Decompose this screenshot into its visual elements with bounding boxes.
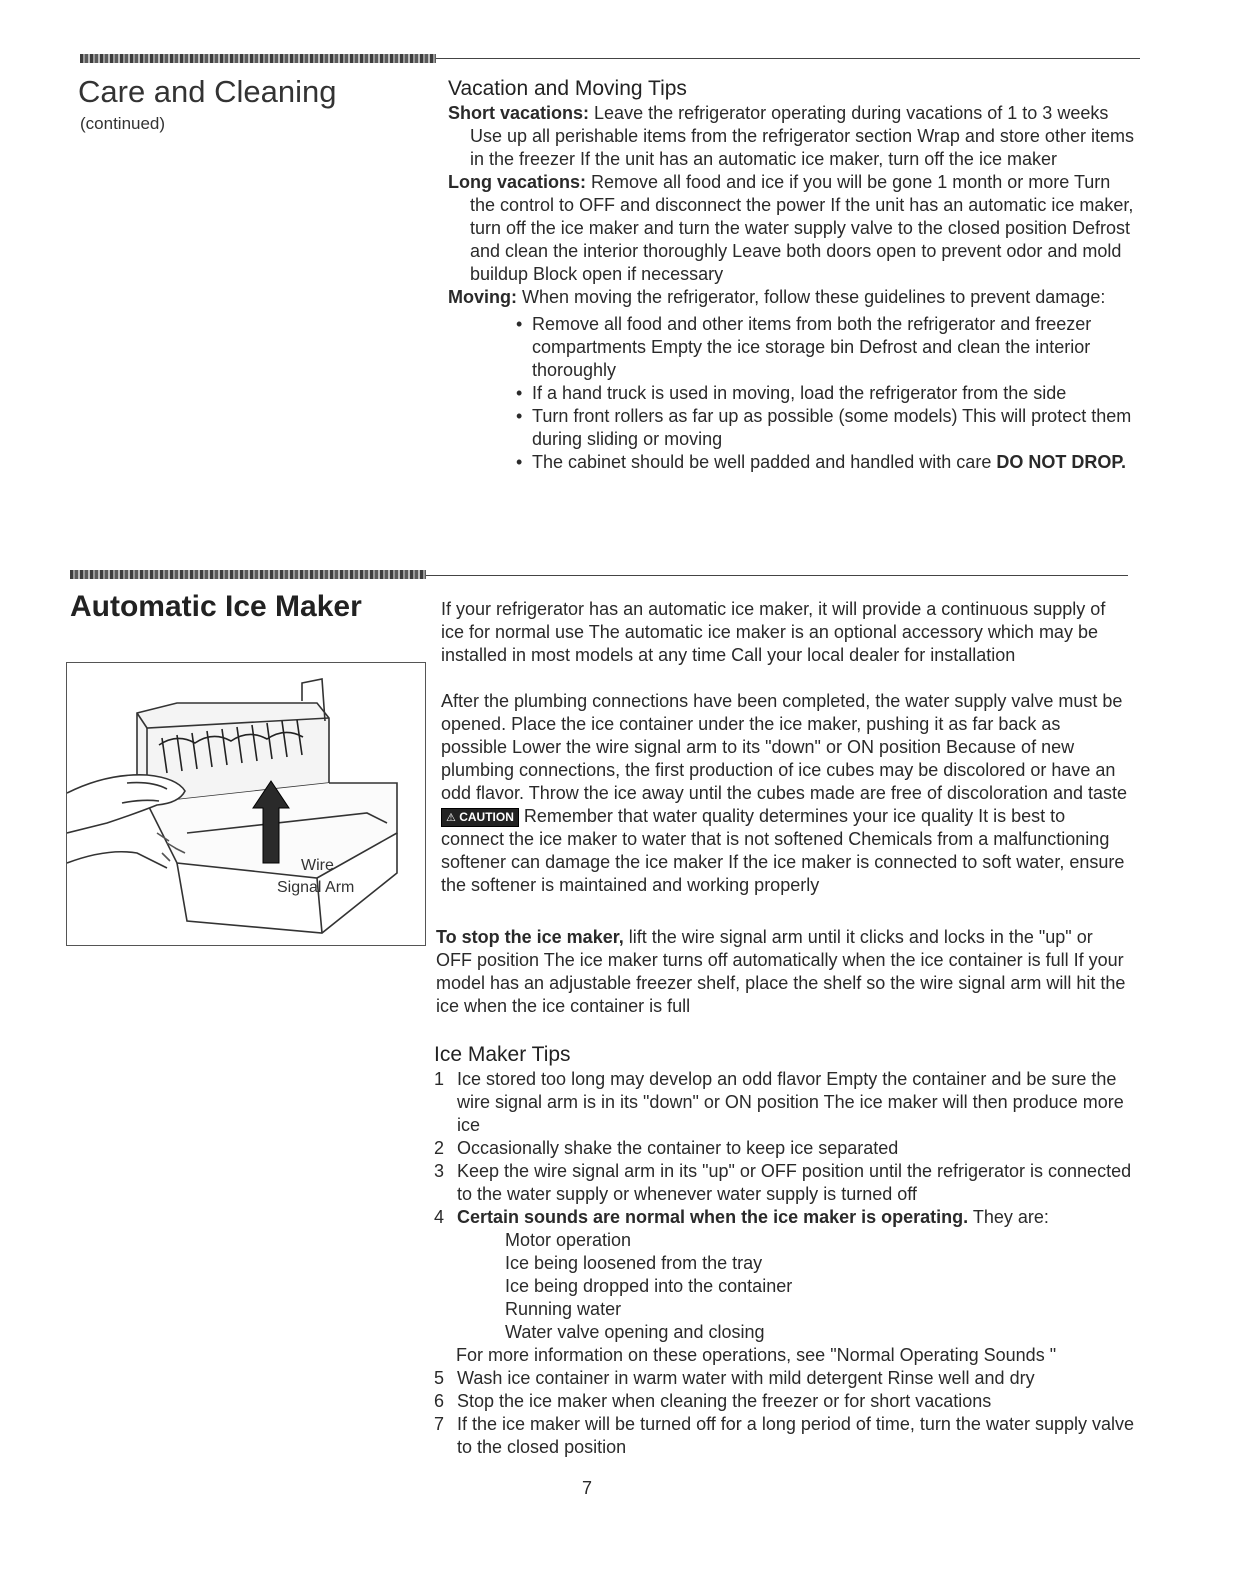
- item-number: 1: [434, 1069, 445, 1089]
- item-number: 7: [434, 1414, 445, 1434]
- section-rule-bar: [70, 570, 426, 579]
- item-number: 4: [434, 1207, 445, 1227]
- list-item: • If a hand truck is used in moving, load the refrigerator from the side: [516, 382, 1138, 405]
- sound-item: Running water: [505, 1299, 622, 1319]
- tips-heading: Ice Maker Tips: [434, 1043, 571, 1066]
- sound-item: Ice being loosened from the tray: [505, 1253, 763, 1273]
- item-text: Ice stored too long may develop an odd flavor Empty the container and be sure the wire signal arm is in its "down" or ON position The ice maker will then produce more ice: [457, 1069, 1124, 1135]
- moving-label: Moving:: [448, 287, 517, 307]
- vacation-heading: Vacation and Moving Tips: [448, 77, 687, 100]
- short-vacations: [448, 102, 1138, 171]
- plumbing-text-after: Remember that water quality determines your ice quality It is best to connect the ice maker to water that is not softened Chemicals from a malfunctioning softener can damage the ice maker If the ice maker is connected to soft water, ensure the softener is maintained and working properly: [441, 806, 1125, 895]
- ice-plumbing: [441, 690, 1131, 897]
- sounds-list: [457, 1229, 1134, 1344]
- plumbing-text-before: After the plumbing connections have been completed, the water supply valve must be opened. Place the ice container under the ice maker, pushing it as far back as possible Lower the wire signal arm to its "down" or ON position Because of new plumbing connections, the first production of ice cubes may be discolored or have an odd flavor. Throw the ice away until the cubes made are free of discoloration and taste: [441, 691, 1128, 803]
- moving: [448, 286, 1138, 309]
- list-item: • Turn front rollers as far up as possible (some models) This will protect them during sliding or moving: [516, 405, 1138, 451]
- item-text: Stop the ice maker when cleaning the freezer or for short vacations: [457, 1391, 992, 1411]
- ice-maker-figure: [66, 662, 426, 946]
- figure-label-signal-arm: Signal Arm: [277, 879, 355, 896]
- section-subtitle: (continued): [80, 114, 166, 133]
- list-item: [434, 1413, 1134, 1459]
- long-vacations: [448, 171, 1138, 286]
- ice-intro: If your refrigerator has an automatic ice maker, it will provide a continuous supply of ice for normal use The automatic ice maker is an optional accessory which may be installed in most models at any time Call your local dealer for installation: [441, 599, 1106, 665]
- section-rule-line: [426, 575, 1128, 576]
- ice-plumbing-column: [441, 690, 1131, 897]
- item-number: 6: [434, 1391, 445, 1411]
- list-item: • Remove all food and other items from both the refrigerator and freezer compartments Empty the ice storage bin Defrost and clean the interior thoroughly: [516, 313, 1138, 382]
- moving-bullets: [448, 313, 1138, 474]
- ice-stop: [436, 926, 1131, 1018]
- do-not-drop: DO NOT DROP.: [996, 452, 1127, 472]
- sound-item: Ice being dropped into the container: [505, 1276, 793, 1296]
- item-bold-text: Certain sounds are normal when the ice maker is operating.: [457, 1207, 969, 1227]
- vacation-column: [448, 76, 1138, 474]
- stop-label: To stop the ice maker,: [436, 927, 624, 947]
- caution-label: CAUTION: [459, 810, 514, 824]
- page-number: 7: [582, 1478, 593, 1498]
- item-number: 2: [434, 1138, 445, 1158]
- short-vacations-text: Leave the refrigerator operating during vacations of 1 to 3 weeks Use up all perishable items from the refrigerator section Wrap and store other items in the freezer If the unit has an automatic ice maker, turn off the ice maker: [470, 103, 1134, 169]
- list-item: [434, 1206, 1134, 1367]
- ice-intro-column: [441, 598, 1131, 667]
- long-vacations-label: Long vacations:: [448, 172, 587, 192]
- item-text: If the ice maker will be turned off for a long period of time, turn the water supply valve to the closed position: [457, 1414, 1135, 1457]
- section-rule-line: [436, 58, 1140, 59]
- more-info-note: For more information on these operations, see "Normal Operating Sounds ": [456, 1345, 1057, 1365]
- list-item: [434, 1367, 1134, 1390]
- long-vacations-text: Remove all food and ice if you will be gone 1 month or more Turn the control to OFF and disconnect the power If the unit has an automatic ice maker, turn off the ice maker and turn the water supply valve to the closed position Defrost and clean the interior thoroughly Leave both doors open to prevent odor and mold buildup Block open if necessary: [470, 172, 1134, 284]
- figure-label-wire: Wire: [301, 857, 334, 874]
- section-title-ice-maker: Automatic Ice Maker: [70, 590, 362, 623]
- warning-icon: ⚠: [446, 812, 456, 824]
- list-item: [516, 451, 1138, 474]
- ice-stop-column: [436, 926, 1131, 1018]
- short-vacations-label: Short vacations:: [448, 103, 590, 123]
- list-item: [434, 1068, 1134, 1137]
- item-text: They are:: [968, 1207, 1049, 1227]
- last-bullet-text: The cabinet should be well padded and handled with care: [532, 452, 997, 472]
- item-number: 5: [434, 1368, 445, 1388]
- list-item: [434, 1160, 1134, 1206]
- list-item: [434, 1390, 1134, 1413]
- tips-column: [434, 1042, 1134, 1459]
- moving-text: When moving the refrigerator, follow these guidelines to prevent damage:: [517, 287, 1106, 307]
- section-title-care: Care and Cleaning: [78, 74, 337, 109]
- section-rule-bar: [80, 54, 436, 63]
- tips-list: [434, 1068, 1134, 1459]
- sound-item: Water valve opening and closing: [505, 1322, 765, 1342]
- stop-text: lift the wire signal arm until it clicks and locks in the "up" or OFF position The ice maker turns off automatically when the ice container is full If your model has an adjustable freezer shelf, place the shelf so the wire signal arm will hit the ice when the ice container is full: [436, 927, 1126, 1016]
- sound-item: Motor operation: [505, 1230, 632, 1250]
- ice-maker-illustration: [67, 663, 425, 945]
- item-text: Wash ice container in warm water with mild detergent Rinse well and dry: [457, 1368, 1035, 1388]
- list-item: [434, 1137, 1134, 1160]
- item-number: 3: [434, 1161, 445, 1181]
- item-text: Occasionally shake the container to keep ice separated: [457, 1138, 899, 1158]
- item-text: Keep the wire signal arm in its "up" or OFF position until the refrigerator is connected to the water supply or whenever water supply is turned off: [457, 1161, 1132, 1204]
- caution-badge: [441, 808, 519, 827]
